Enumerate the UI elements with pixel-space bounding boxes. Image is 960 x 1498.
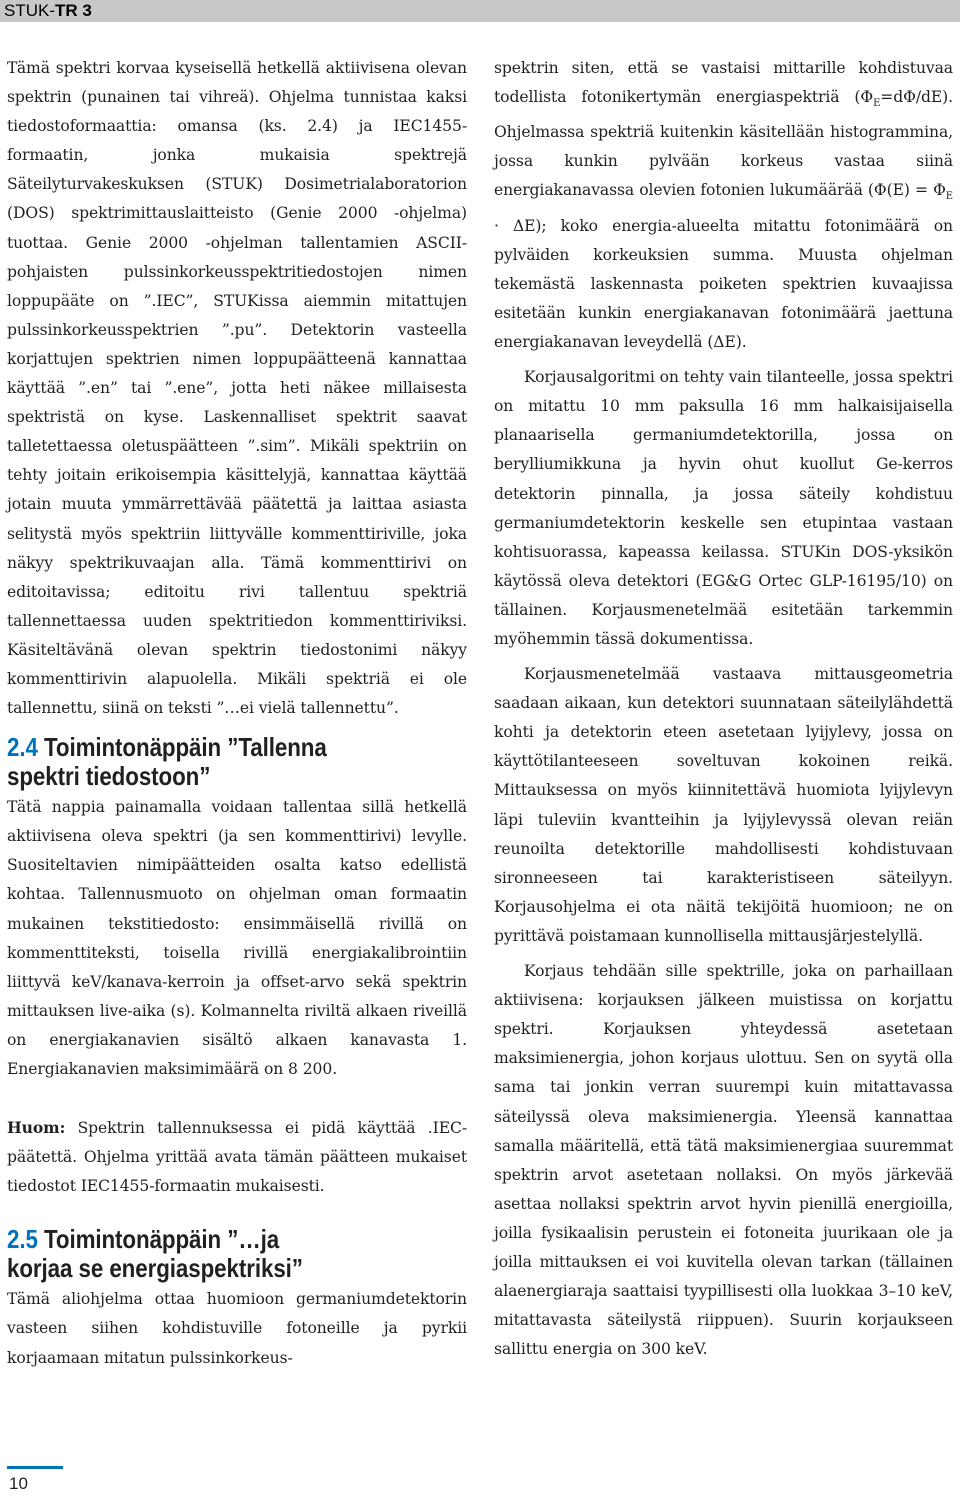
- paragraph-save-spectrum: Tätä nappia painamalla voidaan tallentaa sillä hetkellä aktiivisena oleva spektri (ja sen kommenttirivi) levylle. Suositeltavien nimipäätteiden osalta katso edellistä kohtaa. Tallennusmuoto on ohjelman oman formaatin mukainen tekstitiedosto: ensimmäisellä rivillä on kommenttiteksti, toisella rivillä energiakalibrointiin liittyvä keV/kanava-kerroin ja offset-arvo sekä spektrin mittauksen live-aika (s). Kolmannelta riviltä alkaen riveillä on energiakanavien sisältö alkaen kanavasta 1. Energiakanavien maksimimäärä on 8 200.: [7, 798, 467, 1078]
- paragraph-correction-algorithm: Korjausalgoritmi on tehty vain tilanteelle, jossa spektri on mitattu 10 mm paksulla 16 mm halkaisijaisella planaarisella germaniumdetektorilla, jossa on berylliumikkuna ja hyvin ohut kuollut Ge-kerros detektorin pinnalla, ja jossa säteily kohdistuu germaniumdetektorin keskelle sen etupintaa vastaan kohtisuorassa, kapeassa keilassa. STUKin DOS-yksikön käytössä oleva detektori (EG&G Ortec GLP-16195/10) on tällainen. Korjausmenetelmää esitetään tarkemmin myöhemmin tässä dokumentissa.: [494, 368, 953, 648]
- note-label: Huom:: [7, 1118, 66, 1138]
- text-run: · ΔE); koko energia-alueelta mitattu fotonimäärä on pylväiden korkeuksien summa. Muusta ohjelman tekemästä laskennasta poiketen spektrien kuvaajissa esitetään kunkin energiakanavan fotonimäärä jaettuna energiakanavan leveydellä (ΔE).: [494, 216, 953, 352]
- paragraph-correction-intro: Tämä aliohjelma ottaa huomioon germaniumdetektorin vasteen siihen kohdistuville fotoneille ja pyrkii korjaamaan mitatun pulssinkorkeus-: [7, 1290, 467, 1367]
- heading-section-2-5: [7, 1225, 403, 1283]
- text-run: spektrin siten, että se vastaisi mittarille kohdistuvaa todellista fotonikertymän energiaspektriä (Φ: [494, 59, 953, 107]
- section-number: 2.5: [7, 1224, 38, 1255]
- text-run: =dΦ/dE). Ohjelmassa spektriä kuitenkin käsitellään histogrammina, jossa kunkin pylvään korkeus vastaa siinä energiakanavassa olevien fotonien lukumäärää (Φ(E) = Φ: [494, 88, 953, 200]
- note-paragraph: [7, 1113, 467, 1201]
- right-column: [494, 54, 953, 1364]
- heading-line-2: korjaa se energiaspektriksi”: [7, 1253, 303, 1284]
- page-number: 10: [9, 1474, 28, 1493]
- paragraph-correction-settings: Korjaus tehdään sille spektrille, joka on parhaillaan aktiivisena: korjauksen jälkeen muistissa on korjattu spektri. Korjauksen yhteydessä asetetaan maksimienergia, johon korjaus ulottuu. Sen on syytä olla sama tai jonkin verran suurempi kuin mitattavassa säteilyssä oleva maksimienergia. Yleensä kannattaa samalla määritellä, että tätä maksimienergiaa suuremmat spektrin arvot asetetaan nollaksi. On myös järkevää asettaa nollaksi spektrin arvot hyvin pienillä energioilla, joilla fysikaalisin perustein ei fotoneita juurikaan ole ja joilla mittauksen ei voi kuvitella olevan tarkan (tällainen alaenergiaraja saattaisi tyypillisesti olla luokkaa 3–10 keV, mitattavasta säteilystä riippuen). Suurin korjaukseen sallittu energia on 300 keV.: [494, 962, 953, 1359]
- heading-line-1: Toimintonäppäin ”…ja: [43, 1224, 280, 1255]
- paragraph-measurement-geometry: Korjausmenetelmää vastaava mittausgeometria saadaan aikaan, kun detektori suunnataan säteilylähdettä kohti ja detektorin eteen asetetaan lyijylevy, jossa on käyttötilanteeseen soveltuvan kokoinen reikä. Mittauksessa on myös kiinnitettävä huomiota lyijylevyn läpi tuleviin kvantteihin ja lyijylevyssä olevan reiän reunoilta detektorille mahdollisesti kohdistuvaan sironneeseen tai karakteristiseen säteilyyn. Korjausohjelma ei ota näitä tekijöitä huomioon; ne on pyrittävä poistamaan kunnollisella mittausjärjestelyllä.: [494, 665, 953, 945]
- section-number: 2.4: [7, 732, 38, 763]
- heading-line-2: spektri tiedostoon”: [7, 761, 211, 792]
- footer-rule: [7, 1466, 63, 1469]
- left-column: [7, 54, 467, 1373]
- paragraph-file-formats: Tämä spektri korvaa kyseisellä hetkellä aktiivisena olevan spektrin (punainen tai vihreä). Ohjelma tunnistaa kaksi tiedostoformaattia: omansa (ks. 2.4) ja IEC1455-formaatin, jonka mukaisia spektrejä Säteilyturvakeskuksen (STUK) Dosimetrialaboratorion (DOS) spektrimittauslaitteisto (Genie 2000 -ohjelma) tuottaa. Genie 2000 -ohjelman tallentamien ASCII-pohjaisten pulssinkorkeusspektritiedostojen nimen loppupääte on ”.IEC”, STUKissa aiemmin mitattujen pulssinkorkeusspektrien ”.pu”. Detektorin vasteella korjattujen spektrien nimen loppupäätteenä kannattaa käyttää ”.en” tai ”.ene”, jotta heti näkee millaisesta spektristä on kyse. Laskennalliset spektrit saavat talletettaessa oletuspäätteen ”.sim”. Mikäli spektriin on tehty joitain erikoisempia käsittelyjä, kannattaa käyttää jotain muuta ymmärrettävää päätettä ja laittaa asiasta selitystä myös spektriin liittyvälle kommenttiriville, joka näkyy spektrikuvaajan alla. Tämä kommenttirivi on editoitavissa; editoitu rivi tallentuu spektriä tallennettaessa uuden spektritiedon kommenttiriviksi. Käsiteltävänä olevan spektrin tiedostonimi näkyy kommenttirivin alapuolella. Mikäli spektriä ei ole tallennettu, siinä on teksti ”…ei vielä tallennettu”.: [7, 59, 467, 718]
- running-header: [4, 1, 92, 21]
- header-bar: [0, 0, 960, 22]
- header-report-number: TR 3: [55, 1, 92, 20]
- spacer: [7, 1084, 467, 1113]
- heading-section-2-4: [7, 733, 403, 791]
- heading-line-1: Toimintonäppäin ”Tallenna: [43, 732, 327, 763]
- header-series: STUK-: [4, 1, 55, 20]
- subscript: E: [945, 191, 953, 203]
- subscript: E: [873, 98, 881, 110]
- note-text: Spektrin tallennuksessa ei pidä käyttää .IEC-päätettä. Ohjelma yrittää avata tämän päätteen mukaiset tiedostot IEC1455-formaatin mukaisesti.: [7, 1119, 467, 1196]
- paragraph-energy-spectrum: [494, 54, 953, 357]
